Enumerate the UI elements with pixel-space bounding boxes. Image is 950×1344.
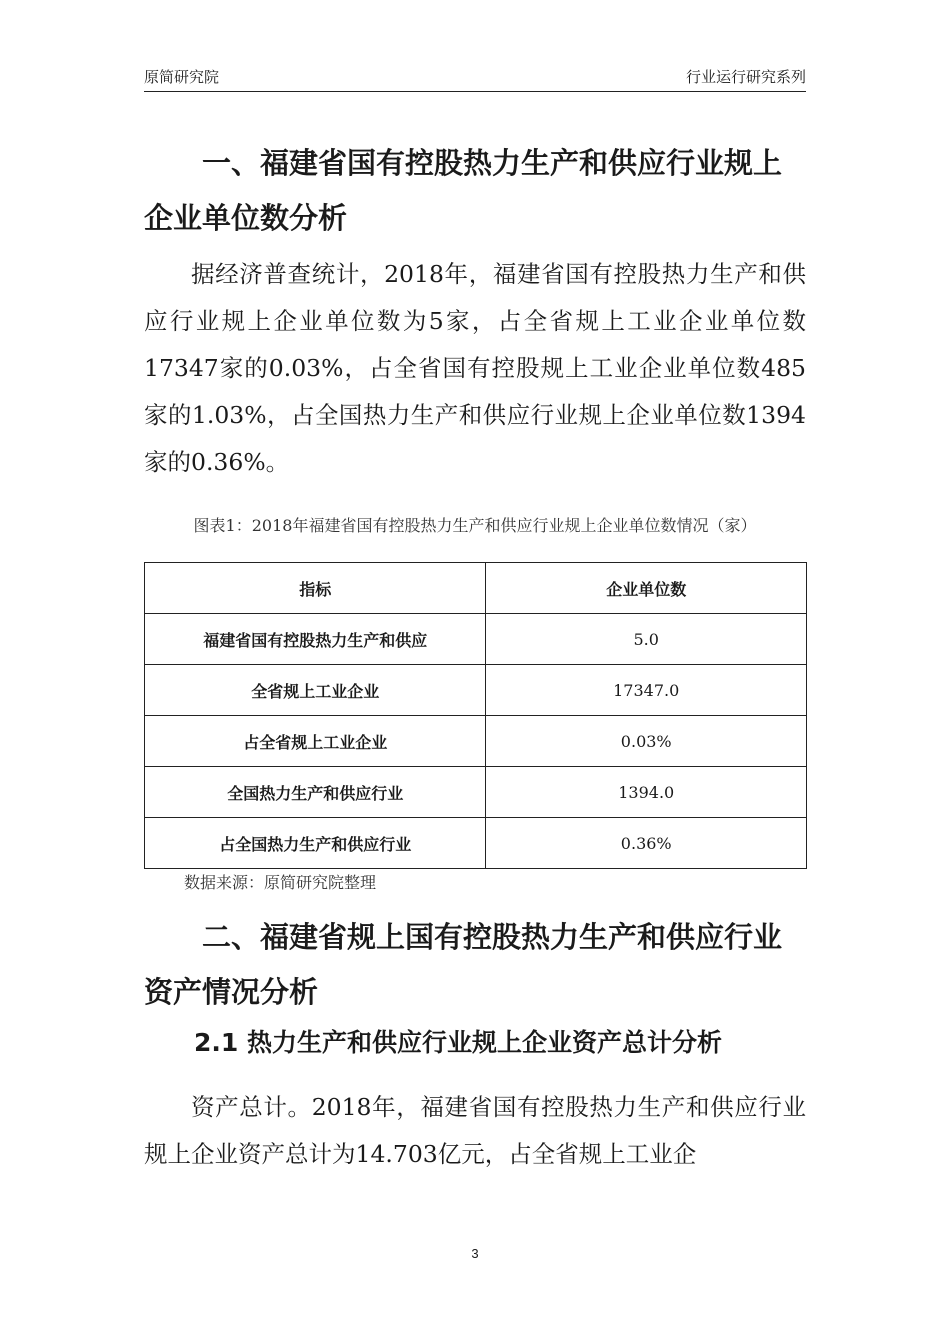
header-org-name: 原简研究院: [144, 68, 220, 86]
enterprise-count-table: [144, 562, 807, 869]
table-caption: 图表1：2018年福建省国有控股热力生产和供应行业规上企业单位数情况（家）: [193, 516, 757, 535]
column-header-enterprise-count: 企业单位数: [486, 563, 807, 614]
section-2-1-subheading: 2.1 热力生产和供应行业规上企业资产总计分析: [194, 1028, 722, 1057]
row-label: 占全省规上工业企业: [145, 716, 486, 767]
row-value: 0.03%: [486, 716, 807, 767]
table-row: [145, 665, 807, 716]
table-source-note: 数据来源：原简研究院整理: [184, 873, 377, 892]
table-row: [145, 614, 807, 665]
row-label: 全国热力生产和供应行业: [145, 767, 486, 818]
section-2-heading: 二、福建省规上国有控股热力生产和供应行业资产情况分析: [144, 920, 783, 1009]
row-value: 5.0: [486, 614, 807, 665]
header-series-title: 行业运行研究系列: [685, 68, 806, 86]
header-divider: [144, 91, 806, 92]
section-1-heading: 一、福建省国有控股热力生产和供应行业规上企业单位数分析: [144, 146, 783, 235]
row-label: 福建省国有控股热力生产和供应: [145, 614, 486, 665]
table-row: [145, 716, 807, 767]
row-value: 0.36%: [486, 818, 807, 869]
row-value: 17347.0: [486, 665, 807, 716]
section-1-paragraph: 据经济普查统计，2018年，福建省国有控股热力生产和供应行业规上企业单位数为5家，占全省规上工业企业单位数17347家的0.03%，占全省国有控股规上工业企业单位数485家的1.03%，占全国热力生产和供应行业规上企业单位数1394家的0.36%。: [144, 260, 806, 476]
table-header-row: [145, 563, 807, 614]
column-header-indicator: 指标: [145, 563, 486, 614]
table-row: [145, 818, 807, 869]
page-number: 3: [471, 1246, 479, 1261]
section-2-paragraph: 资产总计。2018年，福建省国有控股热力生产和供应行业规上企业资产总计为14.703亿元，占全省规上工业企: [144, 1093, 806, 1168]
table-row: [145, 767, 807, 818]
row-label: 占全国热力生产和供应行业: [145, 818, 486, 869]
row-value: 1394.0: [486, 767, 807, 818]
row-label: 全省规上工业企业: [145, 665, 486, 716]
